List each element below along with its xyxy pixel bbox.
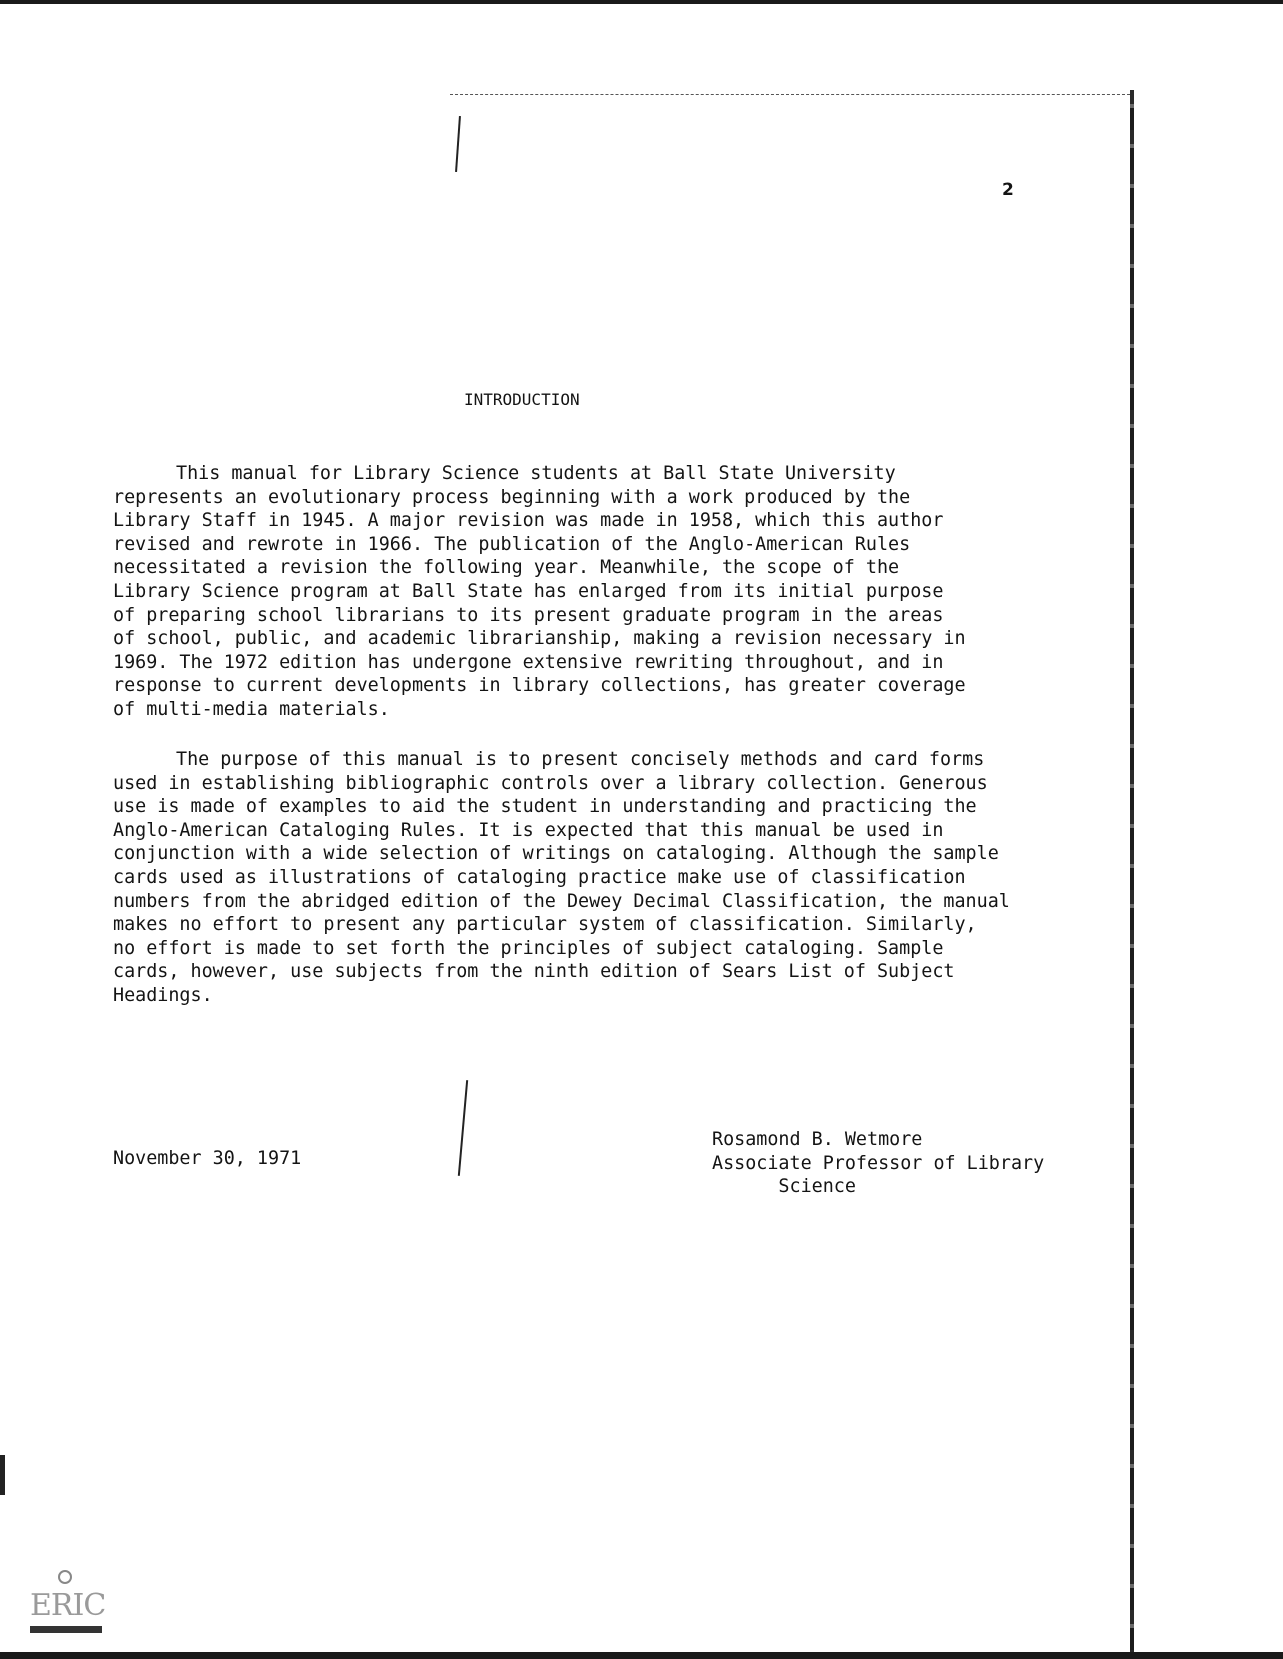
- author-title-cont: Science: [712, 1176, 856, 1198]
- text-line: makes no effort to present any particular system of classification. Similarly,: [113, 914, 977, 936]
- text-line: Anglo-American Cataloging Rules. It is expected that this manual be used in: [113, 819, 944, 841]
- text-line: no effort is made to set forth the principles of subject cataloging. Sample: [113, 937, 944, 959]
- scan-bottom-edge: [0, 1652, 1283, 1659]
- paragraph-1: [113, 462, 1113, 722]
- eric-logo: [30, 1570, 106, 1640]
- scan-right-edge: [1130, 90, 1134, 1659]
- author-name: Rosamond B. Wetmore: [712, 1129, 923, 1150]
- text-line: necessitated a revision the following year. Meanwhile, the scope of the: [113, 557, 900, 579]
- text-line: used in establishing bibliographic controls over a library collection. Generous: [113, 772, 988, 794]
- pen-stroke: [455, 116, 461, 172]
- paragraph-2: [113, 748, 1113, 1008]
- text-line: cards used as illustrations of cataloging practice make use of classification: [113, 866, 966, 888]
- page-number: 2: [1002, 180, 1014, 200]
- text-line: response to current developments in library collections, has greater coverage: [113, 675, 966, 697]
- author-title: Associate Professor of Library: [712, 1152, 1045, 1174]
- logo-mark-icon: [58, 1570, 72, 1584]
- scan-dashed-line: [450, 94, 1130, 95]
- text-line: cards, however, use subjects from the ninth edition of Sears List of Subject: [113, 961, 955, 983]
- scan-left-mark: [0, 1455, 5, 1495]
- text-line: of multi-media materials.: [113, 698, 390, 720]
- logo-bar: [30, 1626, 102, 1633]
- text-line: conjunction with a wide selection of writings on cataloging. Although the sample: [113, 843, 999, 865]
- text-line: Headings.: [113, 984, 213, 1006]
- pen-stroke: [458, 1080, 468, 1176]
- text-line: 1969. The 1972 edition has undergone extensive rewriting throughout, and in: [113, 651, 944, 673]
- text-line: Library Staff in 1945. A major revision was made in 1958, which this author: [113, 510, 944, 532]
- logo-wordmark: ERIC: [30, 1588, 106, 1623]
- text-line: numbers from the abridged edition of the Dewey Decimal Classification, the manual: [113, 890, 1010, 912]
- text-line: This manual for Library Science students at Ball State University: [176, 463, 896, 484]
- text-line: revised and rewrote in 1966. The publication of the Anglo-American Rules: [113, 533, 911, 555]
- text-line: The purpose of this manual is to present concisely methods and card forms: [176, 749, 985, 770]
- document-date: November 30, 1971: [113, 1148, 302, 1169]
- text-line: Library Science program at Ball State has enlarged from its initial purpose: [113, 580, 944, 602]
- signature-block: [712, 1128, 1044, 1199]
- page-title: INTRODUCTION: [464, 390, 580, 409]
- scan-top-edge: [0, 0, 1283, 4]
- text-line: represents an evolutionary process beginning with a work produced by the: [113, 486, 911, 508]
- text-line: use is made of examples to aid the student in understanding and practicing the: [113, 796, 977, 818]
- text-line: of preparing school librarians to its present graduate program in the areas: [113, 604, 944, 626]
- text-line: of school, public, and academic librarianship, making a revision necessary in: [113, 628, 966, 650]
